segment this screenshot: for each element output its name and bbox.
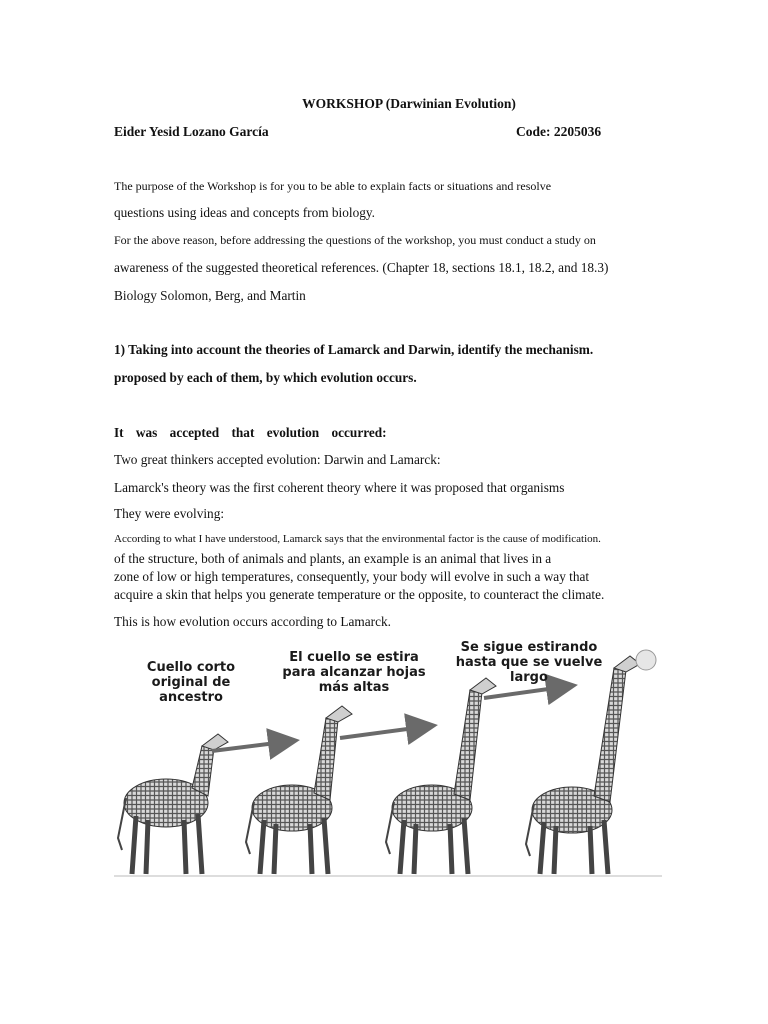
- intro-line-3: For the above reason, before addressing the questions of the workshop, you must conduct a study on: [114, 233, 596, 247]
- answer-line-8: This is how evolution occurs according to Lamarck.: [114, 614, 391, 629]
- caption-neck-stretches: El cuello se estira para alcanzar hojas más altas: [282, 650, 426, 695]
- answer-line-1: Two great thinkers accepted evolution: Darwin and Lamarck:: [114, 452, 441, 467]
- caption-keeps-stretching: Se sigue estirando hasta que se vuelve largo: [455, 640, 603, 685]
- giraffe-short-neck: [118, 734, 228, 874]
- answer-heading: It was accepted that evolution occurred:: [114, 425, 387, 440]
- answer-line-6: zone of low or high temperatures, consequently, your body will evolve in such a way that: [114, 569, 590, 584]
- answer-line-7: acquire a skin that helps you generate temperature or the opposite, to counteract the climate.: [114, 587, 605, 602]
- answer-line-5: of the structure, both of animals and plants, an example is an animal that lives in a: [114, 551, 552, 566]
- leaves-icon: [636, 650, 656, 670]
- answer-line-4: According to what I have understood, Lamarck says that the environmental factor is the cause of modification.: [114, 533, 601, 545]
- arrow-2: [340, 726, 430, 738]
- caption-short-neck: Cuello corto original de ancestro: [146, 660, 236, 705]
- student-code: Code: 2205036: [516, 124, 602, 139]
- giraffe-evolution-figure: [114, 638, 662, 880]
- author-name: Eider Yesid Lozano García: [114, 124, 269, 139]
- giraffe-neck-stretching-more: [386, 678, 496, 874]
- answer-line-3: They were evolving:: [114, 506, 225, 521]
- giraffe-neck-stretching: [246, 706, 352, 874]
- intro-line-5: Biology Solomon, Berg, and Martin: [114, 288, 306, 303]
- intro-line-1: The purpose of the Workshop is for you to be able to explain facts or situations and resolve: [114, 179, 552, 193]
- question-1-line-2: proposed by each of them, by which evolution occurs.: [114, 370, 417, 385]
- answer-line-2: Lamarck's theory was the first coherent theory where it was proposed that organisms: [114, 480, 565, 495]
- document-title: WORKSHOP (Darwinian Evolution): [302, 96, 516, 111]
- intro-line-4: awareness of the suggested theoretical references. (Chapter 18, sections 18.1, 18.2, and 18.3): [114, 260, 609, 275]
- arrow-3: [484, 686, 570, 698]
- question-1-line-1: 1) Taking into account the theories of Lamarck and Darwin, identify the mechanism.: [114, 342, 594, 357]
- intro-line-2: questions using ideas and concepts from biology.: [114, 205, 375, 220]
